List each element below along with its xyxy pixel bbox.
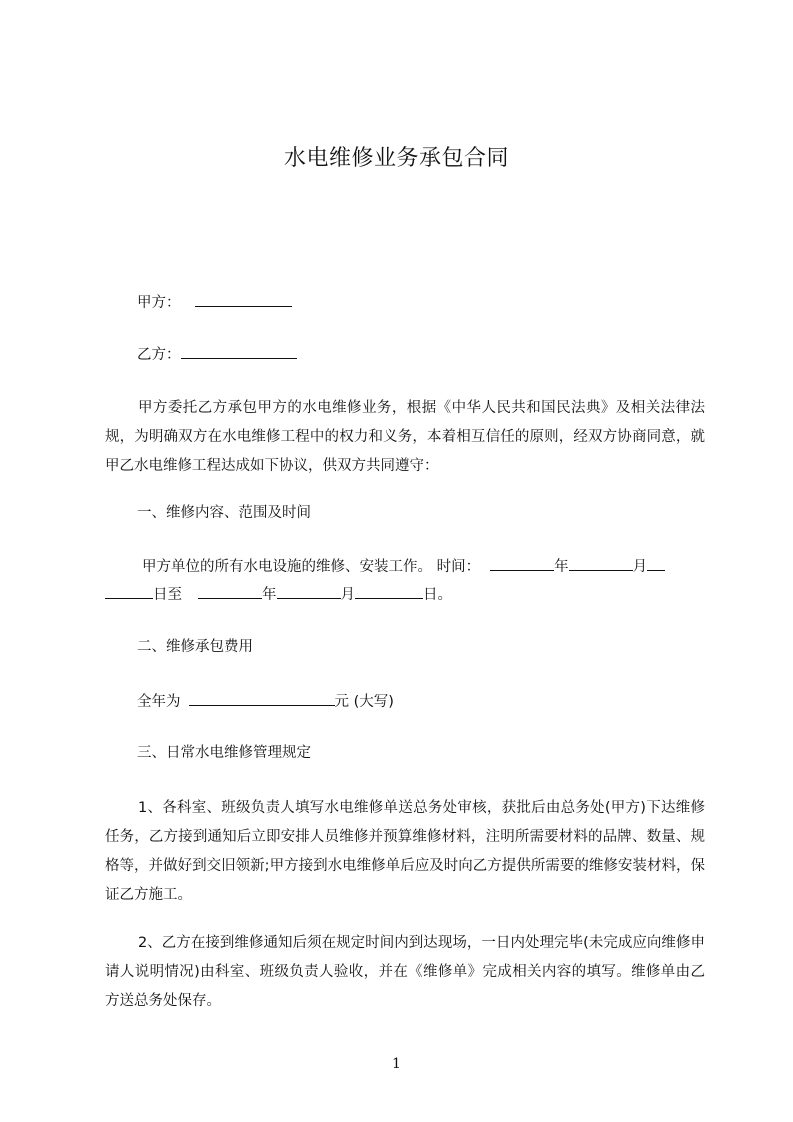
end-day-blank[interactable]	[355, 584, 423, 599]
start-day-blank-part1[interactable]	[647, 556, 665, 571]
page-number: 1	[392, 1056, 401, 1072]
end-month-blank[interactable]	[277, 584, 341, 599]
party-a-blank[interactable]	[195, 292, 292, 307]
document-title: 水电维修业务承包合同	[283, 146, 509, 171]
party-b-line	[137, 344, 297, 365]
start-year-blank[interactable]	[490, 556, 554, 571]
section3-item2: 2、乙方在接到维修通知后须在规定时间内到达现场，一日内处理完毕(未完成应向维修申请人说明情况)由科室、班级负责人验收，并在《维修单》完成相关内容的填写。维修单由乙方送总务处保存。	[105, 935, 705, 1009]
end-year-blank[interactable]	[198, 584, 262, 599]
section3-item1: 1、各科室、班级负责人填写水电维修单送总务处审核，获批后由总务处(甲方)下达维修任务，乙方接到通知后立即安排人员维修并预算维修材料，注明所需要材料的品牌、数量、规格等，并做好到交旧领新;甲方接到水电维修单后应及时向乙方提供所需要的维修安装材料，保证乙方施工。	[105, 800, 705, 903]
section1-heading: 一、维修内容、范围及时间	[137, 505, 311, 521]
start-month-unit: 月	[632, 559, 648, 575]
section1-time-line2	[105, 584, 452, 605]
end-year-unit: 年	[262, 587, 277, 603]
intro-paragraph: 甲方委托乙方承包甲方的水电维修业务，根据《中华人民共和国民法典》及相关法律法规，为明确双方在水电维修工程中的权力和义务，本着相互信任的原则，经双方协商同意，就甲乙水电维修工程达成如下协议，供双方共同遵守：	[105, 400, 705, 474]
annual-fee-line	[137, 691, 394, 712]
end-day-unit: 日。	[423, 587, 452, 603]
annual-fee-label: 全年为	[137, 694, 181, 710]
start-day-blank-part2[interactable]	[105, 584, 153, 599]
annual-fee-blank[interactable]	[189, 691, 335, 706]
end-month-unit: 月	[340, 587, 355, 603]
start-month-blank[interactable]	[569, 556, 633, 571]
party-a-label: 甲方：	[137, 295, 181, 311]
annual-fee-suffix: 元 (大写)	[334, 694, 394, 710]
section2-heading: 二、维修承包费用	[137, 639, 253, 655]
section1-time-line1	[142, 556, 665, 577]
party-a-line	[137, 292, 292, 313]
start-day-unit: 日至	[153, 587, 182, 603]
section3-heading: 三、日常水电维修管理规定	[137, 745, 311, 761]
start-year-unit: 年	[554, 559, 569, 575]
party-b-label: 乙方：	[137, 347, 181, 363]
section1-text: 甲方单位的所有水电设施的维修、安装工作。 时间：	[142, 559, 481, 575]
party-b-blank[interactable]	[181, 344, 297, 359]
